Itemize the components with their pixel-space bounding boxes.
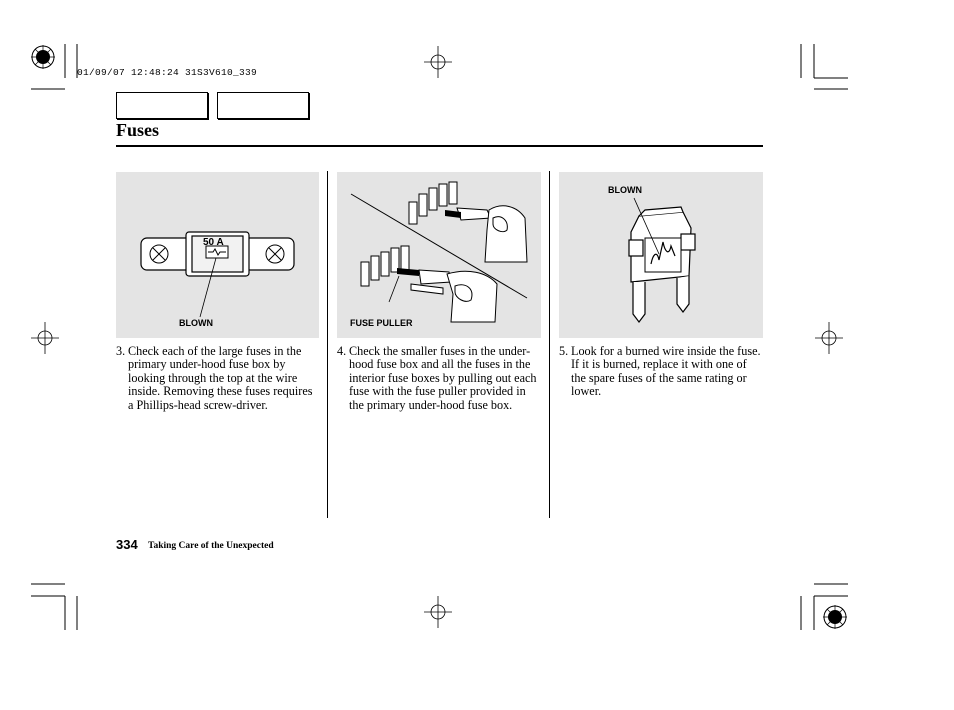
registration-target-bottom-right — [823, 605, 847, 629]
large-fuse-illustration — [116, 172, 319, 338]
step-4 — [337, 345, 541, 412]
print-timestamp: 01/09/07 12:48:24 31S3V610_339 — [77, 67, 258, 78]
page-number: 334 — [116, 537, 138, 552]
step-4-number: 4. — [337, 344, 347, 358]
registration-target-top-left — [31, 45, 55, 69]
step-3-text: Check each of the large fuses in the primary under-hood fuse box by looking through the top at the wire inside. Removing these fuses requires a Phillips-head screw-driver. — [128, 344, 313, 412]
mini-fuse-drawing — [559, 172, 763, 338]
panel-3-caption: BLOWN — [608, 185, 642, 195]
column-divider-2 — [549, 171, 550, 518]
step-5-text: Look for a burned wire inside the fuse. If it is burned, replace it with one of the spare fuses of the same rating or lower. — [571, 344, 761, 399]
panel-2-caption: FUSE PULLER — [350, 318, 413, 328]
fuse-puller-drawing — [337, 172, 541, 338]
step-5-number: 5. — [559, 344, 569, 358]
large-fuse-drawing — [116, 172, 319, 338]
section-name: Taking Care of the Unexpected — [148, 541, 274, 551]
page-title: Fuses — [116, 120, 160, 140]
fuse-puller-illustration — [337, 172, 541, 338]
panel-1-caption: BLOWN — [179, 318, 213, 328]
nav-tab-box-right[interactable] — [217, 92, 309, 119]
fuse-rating-label: 50 A — [203, 237, 224, 248]
step-3-number: 3. — [116, 344, 126, 358]
nav-tab-box-left[interactable] — [116, 92, 208, 119]
step-3 — [116, 345, 319, 412]
step-5 — [559, 345, 763, 399]
mini-fuse-illustration — [559, 172, 763, 338]
title-rule — [116, 145, 763, 147]
column-divider-1 — [327, 171, 328, 518]
step-4-text: Check the smaller fuses in the under-hood fuse box and all the fuses in the interior fuse boxes by pulling out each fuse with the fuse puller provided in the primary under-hood fuse box. — [349, 344, 537, 412]
